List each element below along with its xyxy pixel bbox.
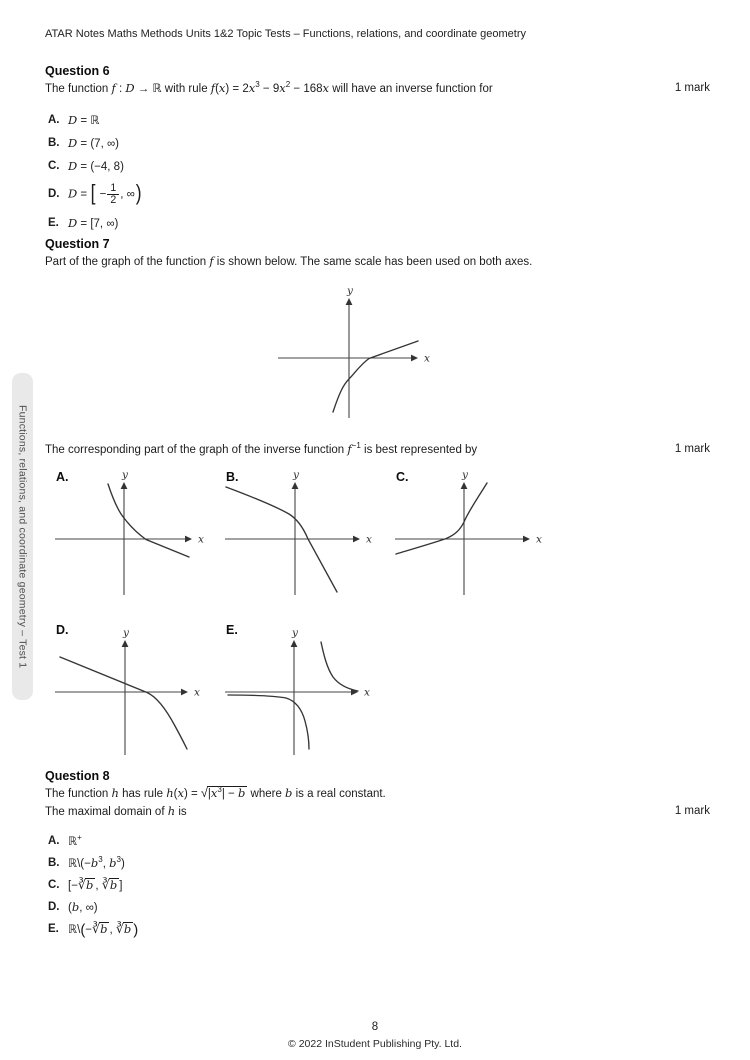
option-label: B. (48, 136, 60, 149)
option-row-c (48, 154, 142, 177)
question-8-stem: The function h has rule $h(x) = √|x^3| - b$ where b is a real constant. (45, 785, 386, 800)
question-8-marks: 1 mark (674, 805, 710, 817)
option-row-b (48, 131, 142, 154)
option-row-d (48, 896, 138, 918)
question-6-marks: 1 mark (674, 82, 710, 94)
question-8-heading: Question 8 (45, 769, 110, 783)
question-8-options (48, 830, 138, 940)
option-label: C. (48, 159, 60, 172)
svg-text:x: x (366, 533, 372, 546)
function-graph (278, 282, 438, 424)
question-7-heading: Question 7 (45, 237, 110, 251)
svg-text:y: y (347, 285, 353, 297)
option-label: A. (48, 113, 60, 126)
svg-text:x: x (536, 533, 542, 546)
page-number: 8 (371, 1021, 379, 1033)
question-7-stem: Part of the graph of the function f is shown below. The same scale has been used on both axes. (45, 254, 533, 268)
q7-option-a-graph (50, 464, 215, 601)
option-label: E. (48, 216, 59, 229)
document-header: ATAR Notes Maths Methods Units 1&2 Topic Tests – Functions, relations, and coordinate geometry (45, 28, 526, 40)
question-6-stem: The function f : D → ℝ with rule $f(x) = 2x^3 - 9x^2 - 168x$ will have an inverse function for (45, 80, 493, 95)
option-text: $ℝ\backslash(-b^3$, $b^3$) (68, 855, 125, 870)
option-text: D = [7, ∞) (68, 215, 119, 230)
option-label: B. (48, 857, 60, 869)
copyright-line: © 2022 InStudent Publishing Pty. Ltd. (288, 1038, 462, 1050)
option-row-a (48, 830, 138, 852)
option-row-a (48, 108, 142, 131)
option-row-e (48, 918, 138, 940)
svg-text:x: x (198, 533, 204, 546)
question-6-heading: Question 6 (45, 64, 110, 78)
option-label: C. (48, 879, 60, 891)
option-label: D. (56, 623, 69, 637)
svg-text:y: y (462, 469, 468, 481)
svg-text:y: y (292, 627, 298, 639)
option-text: ℝ\(−∛b , ∛b ) (68, 921, 139, 939)
option-label: A. (56, 470, 69, 484)
q7-option-d-graph (50, 617, 215, 759)
question-7-stem-2: The corresponding part of the graph of the inverse function $f^{-1}$ is best represented by (45, 441, 478, 456)
option-text: D = ℝ (68, 112, 100, 127)
svg-text:y: y (293, 469, 299, 481)
option-text: D = (7, ∞) (68, 135, 119, 150)
graph-plot (220, 464, 385, 601)
svg-text:x: x (364, 686, 370, 699)
svg-text:y: y (122, 469, 128, 481)
option-text: D = [ − $\frac{1}{2}$ , ∞) (68, 180, 142, 206)
option-row-b (48, 852, 138, 874)
option-row-d (48, 177, 142, 211)
option-label: D. (48, 188, 60, 200)
svg-text:x: x (194, 686, 200, 699)
svg-text:y: y (123, 627, 129, 639)
option-label: E. (48, 923, 59, 935)
sidebar-tab-label: Functions, relations, and coordinate geometry – Test 1 (16, 404, 29, 669)
option-row-c (48, 874, 138, 896)
q7-option-c-graph (390, 464, 555, 601)
option-text: D = (−4, 8) (68, 158, 124, 173)
graph-plot (390, 464, 555, 601)
option-label: E. (226, 623, 238, 637)
graph-plot (50, 464, 215, 601)
question-6-options (48, 108, 142, 234)
option-row-e (48, 211, 142, 234)
option-label: D. (48, 901, 60, 913)
option-label: B. (226, 470, 239, 484)
option-text: ℝ+ (68, 833, 82, 848)
option-text: [−∛b , ∛b ] (68, 877, 123, 892)
option-label: C. (396, 470, 409, 484)
q7-option-b-graph (220, 464, 385, 601)
option-text: (b, ∞) (68, 900, 98, 914)
question-7-marks: 1 mark (674, 443, 710, 455)
q7-option-e-graph (220, 617, 385, 759)
sidebar-tab (12, 373, 33, 700)
option-label: A. (48, 835, 60, 847)
graph-plot (50, 617, 215, 759)
graph-plot (220, 617, 385, 759)
svg-text:x: x (424, 352, 430, 365)
question-8-stem-2: The maximal domain of h is (45, 804, 187, 818)
